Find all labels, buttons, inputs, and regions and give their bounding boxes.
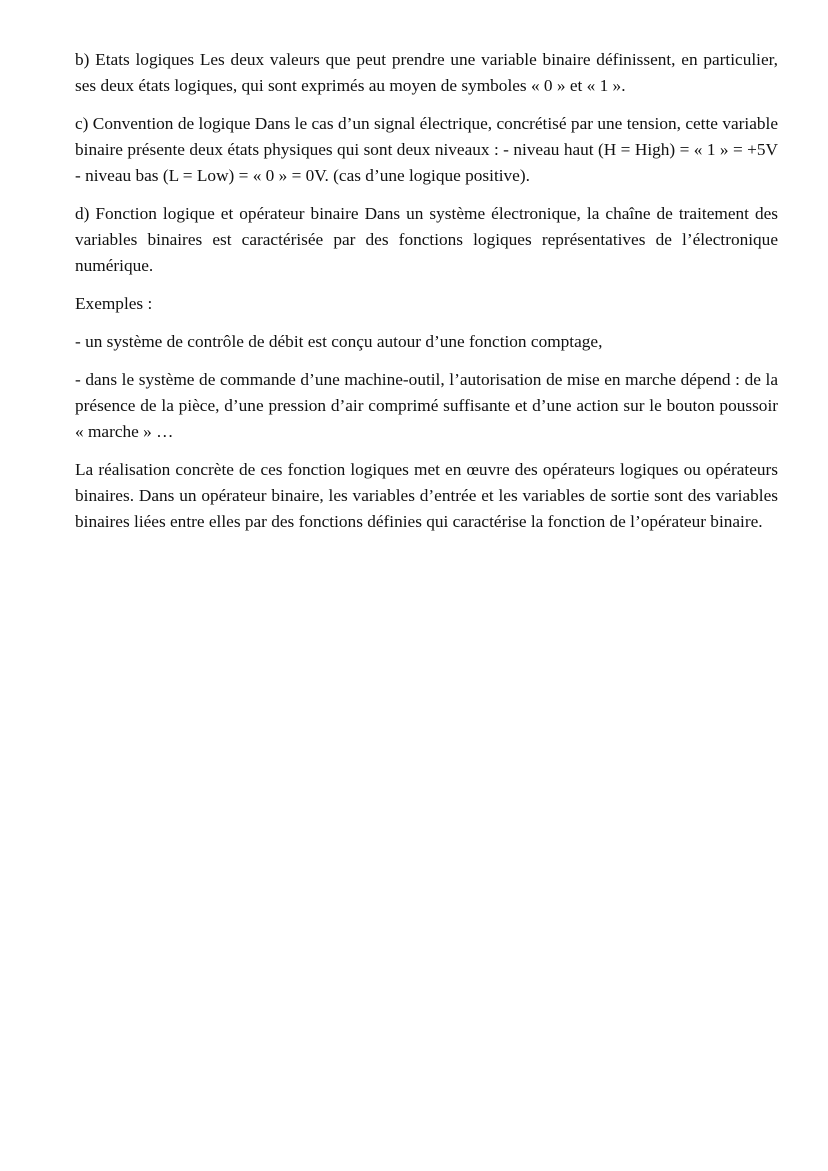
document-body — [75, 47, 778, 547]
paragraph-fonction-logique: d) Fonction logique et opérateur binaire Dans un système électronique, la chaîne de traitement des variables binaires est caractérisée par des fonctions logiques représentatives de l’électronique numérique. — [75, 204, 778, 275]
paragraph-etats-logiques: b) Etats logiques Les deux valeurs que peut prendre une variable binaire définissent, en particulier, ses deux états logiques, qui sont exprimés au moyen de symboles « 0 » et « 1 ». — [75, 50, 778, 95]
paragraph-convention-de-logique: c) Convention de logique Dans le cas d’un signal électrique, concrétisé par une tension, cette variable binaire présente deux états physiques qui sont deux niveaux : - niveau haut (H = High) = « 1 » = +5V - niveau bas (L = Low) = « 0 » = 0V. (cas d’une logique positive). — [75, 114, 778, 185]
list-item-controle-debit: - un système de contrôle de débit est conçu autour d’une fonction comptage, — [75, 332, 603, 351]
paragraph-exemples-heading: Exemples : — [75, 294, 153, 313]
list-item-machine-outil: - dans le système de commande d’une machine-outil, l’autorisation de mise en marche dépend : de la présence de la pièce, d’une pression d’air comprimé suffisante et d’une action sur le bouton poussoir « marche » … — [75, 370, 778, 441]
paragraph-realisation-concrete: La réalisation concrète de ces fonction logiques met en œuvre des opérateurs logiques ou opérateurs binaires. Dans un opérateur binaire, les variables d’entrée et les variables de sortie sont des variables binaires liées entre elles par des fonctions définies qui caractérise la fonction de l’opérateur binaire. — [75, 460, 778, 531]
